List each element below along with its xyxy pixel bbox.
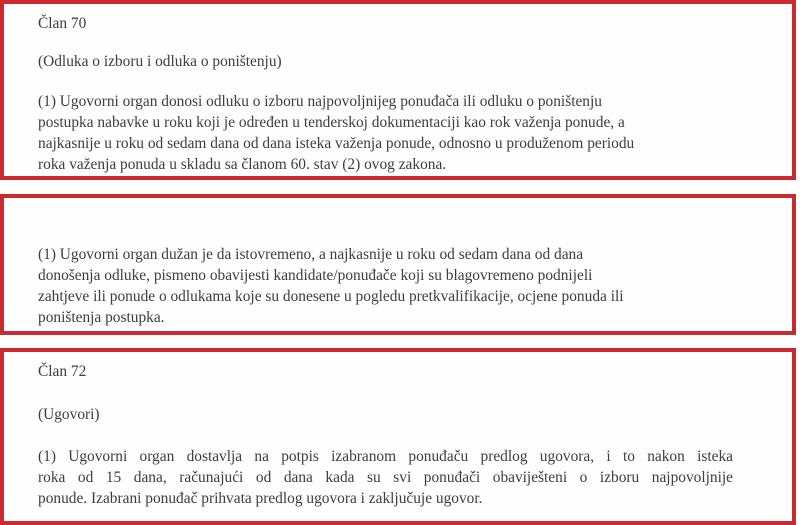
article-paragraph: [38, 446, 733, 509]
article-heading: Član 70: [38, 15, 87, 32]
paragraph-line: roka važenja ponuda u skladu sa članom 60. stav (2) ovog zakona.: [38, 156, 447, 173]
article-heading: Član 72: [38, 363, 87, 380]
paragraph-line: (1) Ugovorni organ dostavlja na potpis izabranom ponuđaču predlog ugovora, i to nakon isteka: [38, 448, 733, 465]
section-clan-72: [0, 348, 796, 525]
section-notification-paragraph: [0, 194, 796, 335]
paragraph-line: (1) Ugovorni organ donosi odluku o izboru najpovoljnijeg ponuđača ili odluku o poništenju: [38, 93, 602, 110]
paragraph-line: postupka nabavke u roku koji je određen u tenderskoj dokumentaciji kao rok važenja ponude, a: [38, 114, 625, 131]
paragraph-line: ponude. Izabrani ponuđač prihvata predlog ugovora i zaključuje ugovor.: [38, 490, 483, 507]
paragraph-line: najkasnije u roku od sedam dana od dana isteka važenja ponude, odnosno u produženom periodu: [38, 135, 635, 152]
paragraph-line: zahtjeve ili ponude o odlukama koje su donesene u pogledu pretkvalifikacije, ocjene ponuda ili: [38, 288, 624, 305]
paragraph-line: donošenja odluke, pismeno obavijesti kandidate/ponuđače koji su blagovremeno podnijeli: [38, 267, 593, 284]
paragraph-line: (1) Ugovorni organ dužan je da istovremeno, a najkasnije u roku od sedam dana od dana: [38, 246, 584, 263]
section-clan-70: [0, 0, 796, 180]
paragraph-line: roka od 15 dana, računajući od dana kada su svi ponuđači obaviješteni o izboru najpovoljnije: [38, 469, 733, 486]
article-subtitle: (Odluka o izboru i odluka o poništenju): [38, 53, 282, 70]
article-paragraph: [38, 91, 762, 175]
paragraph-line: poništenja postupka.: [38, 309, 165, 326]
article-subtitle: (Ugovori): [38, 406, 100, 423]
article-paragraph: [38, 244, 762, 328]
